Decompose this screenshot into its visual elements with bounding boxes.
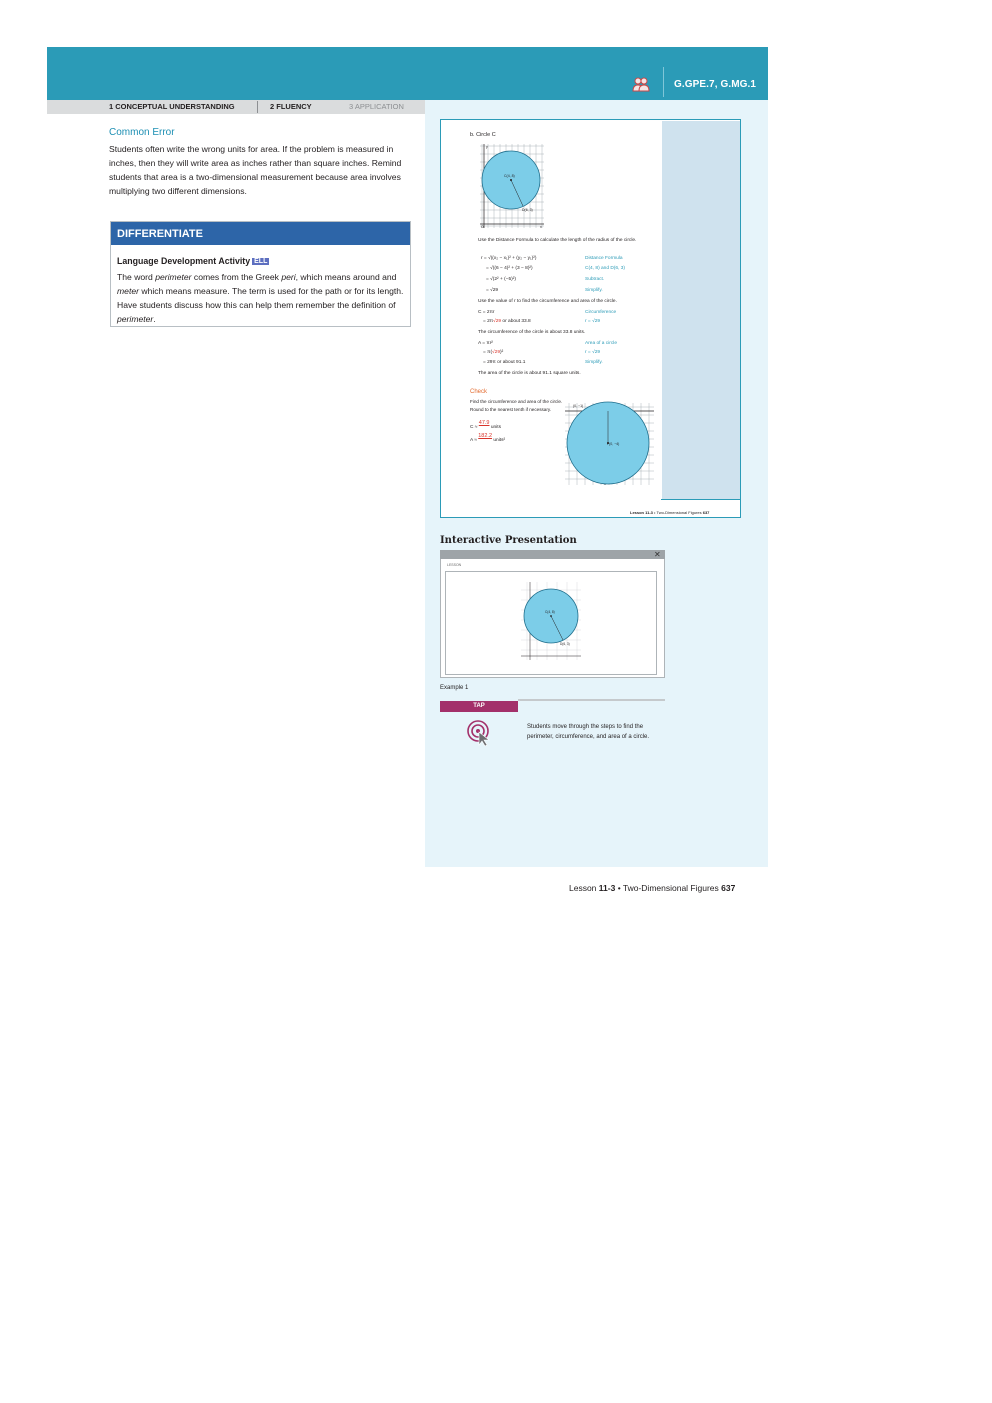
activity-title-text: Language Development Activity bbox=[117, 256, 251, 266]
check-a-label: A ≈ bbox=[470, 438, 477, 443]
area-result: The area of the circle is about 91.1 square units. bbox=[478, 371, 581, 376]
area-step-2-tail: )² bbox=[500, 350, 504, 355]
x-axis-label: x bbox=[540, 225, 542, 229]
tab-application[interactable]: 3 APPLICATION bbox=[349, 102, 404, 111]
point-label: D(6, 3) bbox=[522, 208, 533, 212]
close-icon[interactable]: ✕ bbox=[654, 550, 661, 559]
check-area bbox=[470, 433, 506, 443]
activity-body-part: meter bbox=[117, 286, 139, 296]
circle-c-graph bbox=[478, 142, 545, 230]
check-prompt: Find the circumference and area of the circle. Round to the nearest tenth if necessary. bbox=[470, 399, 563, 412]
area-note-1: Area of a circle bbox=[585, 341, 617, 346]
circ-result: The circumference of the circle is about 33.8 units. bbox=[478, 330, 586, 335]
distance-intro: Use the Distance Formula to calculate the length of the radius of the circle. bbox=[478, 238, 637, 243]
area-step-2 bbox=[483, 350, 503, 355]
check-title: Check bbox=[470, 389, 488, 395]
activity-body-part: The word bbox=[117, 272, 156, 282]
check-c-value: 47.9 bbox=[478, 420, 490, 426]
activity-body-part: perimeter bbox=[117, 314, 154, 324]
check-right-label: F(0, −4) bbox=[607, 442, 620, 446]
presentation-point-label: D(6, 3) bbox=[560, 642, 570, 646]
common-error-body: Students often write the wrong units for area. If the problem is measured in inches, then they will write area as inches rather than square inches. Remind students that area is a two-dimensional measurement because area involves multiplying two different dimensions. bbox=[109, 144, 402, 196]
circ-step-2-expr: = 2π bbox=[483, 319, 494, 324]
header-divider bbox=[663, 67, 664, 97]
student-page-footer: Lesson 11-3 • Two-Dimensional Figures 637 bbox=[630, 510, 710, 515]
tap-badge: TAP bbox=[440, 701, 518, 712]
activity-body-part: which means measure. The term is used for the path or for its length. Have students discuss how this can help them remember the definition of bbox=[117, 286, 404, 310]
radius-note-2: C(4, 8) and D(6, 3) bbox=[585, 266, 625, 271]
circ-note-1: Circumference bbox=[585, 310, 617, 315]
header-band bbox=[47, 47, 768, 100]
example-rule bbox=[518, 699, 665, 701]
activity-body-part: , which means around and bbox=[295, 272, 397, 282]
activity-body-part: comes from the Greek bbox=[191, 272, 282, 282]
page-footer bbox=[569, 883, 735, 893]
circ-step-1: C = 2πr bbox=[478, 310, 495, 315]
circ-step-2 bbox=[483, 319, 531, 324]
student-page-rule bbox=[661, 499, 740, 500]
differentiate-title: DIFFERENTIATE bbox=[117, 228, 203, 240]
check-a-value: 182.2 bbox=[478, 433, 493, 439]
radius-note-1: Distance Formula bbox=[585, 256, 623, 261]
center-label: C(4, 8) bbox=[504, 174, 515, 178]
circ-step-2-red: √29 bbox=[493, 319, 502, 324]
activity-body-part: perimeter bbox=[155, 272, 192, 282]
footer-lesson-title: Two-Dimensional Figures bbox=[622, 883, 719, 893]
area-step-3: = 29π or about 91.1 bbox=[483, 360, 526, 365]
footer-lesson-number: 11-3 bbox=[598, 883, 616, 893]
area-step-1: A = πr² bbox=[478, 341, 493, 346]
activity-body bbox=[117, 270, 407, 326]
circ-step-2-tail: or about 33.8 bbox=[501, 319, 531, 324]
tab-fluency[interactable]: 2 FLUENCY bbox=[270, 102, 312, 111]
people-icon bbox=[632, 76, 650, 92]
sp-footer-lesson: Lesson 11-3 bbox=[630, 510, 653, 515]
presentation-toolbar bbox=[440, 550, 665, 559]
radius-step-3: = √(2² + (−5)²) bbox=[486, 277, 516, 282]
radius-note-3: Subtract. bbox=[585, 277, 605, 282]
tab-conceptual-understanding[interactable]: 1 CONCEPTUAL UNDERSTANDING bbox=[109, 102, 235, 111]
part-label: b. Circle C bbox=[470, 132, 496, 138]
activity-title bbox=[117, 256, 269, 266]
origin-label: O bbox=[481, 225, 484, 229]
area-step-2-expr: = π( bbox=[483, 350, 493, 355]
check-top-label: (0, −1) bbox=[573, 404, 584, 408]
check-c-label: C ≈ bbox=[470, 425, 478, 430]
area-note-2: r = √29 bbox=[585, 350, 601, 355]
footer-separator: • bbox=[615, 883, 623, 893]
check-c-units: units bbox=[490, 425, 501, 430]
sp-footer-page: 637 bbox=[702, 510, 710, 515]
presentation-center-label: C(4, 8) bbox=[545, 610, 555, 614]
presentation-circle-graph bbox=[519, 580, 583, 662]
y-axis-label: y bbox=[486, 145, 488, 149]
area-note-3: Simplify. bbox=[585, 360, 603, 365]
activity-body-part: peri bbox=[281, 272, 296, 282]
radius-note-4: Simplify. bbox=[585, 288, 603, 293]
activity-body-part: . bbox=[153, 314, 156, 324]
check-a-units: units² bbox=[493, 438, 506, 443]
radius-step-4: = √29 bbox=[486, 288, 499, 293]
tab-divider bbox=[257, 101, 258, 113]
tap-description: Students move through the steps to find the perimeter, circumference, and area of a circle. bbox=[527, 724, 650, 740]
use-value-text: Use the value of r to find the circumference and area of the circle. bbox=[478, 299, 617, 304]
student-page-sidebar bbox=[662, 121, 740, 499]
check-circle-graph bbox=[563, 399, 656, 487]
standards-label: G.GPE.7, G.MG.1 bbox=[674, 79, 757, 90]
radius-step-2: = √((6 − 4)² + (3 − 8)²) bbox=[486, 266, 533, 271]
ell-badge: ELL bbox=[254, 258, 268, 265]
interactive-presentation-title: Interactive Presentation bbox=[440, 535, 577, 546]
presentation-screen-label: LESSON bbox=[447, 563, 462, 567]
check-circumference bbox=[470, 420, 501, 430]
common-error-title: Common Error bbox=[109, 127, 175, 138]
footer-page-number: 637 bbox=[721, 883, 736, 893]
circ-note-2: r = √29 bbox=[585, 319, 601, 324]
example-label: Example 1 bbox=[440, 685, 469, 691]
radius-step-1: r = √((x₂ − x₁)² + (y₂ − y₁)²) bbox=[481, 256, 537, 261]
tap-icon bbox=[466, 719, 494, 747]
sp-footer-title: Two-Dimensional Figures bbox=[656, 510, 702, 515]
footer-lesson-prefix: Lesson bbox=[569, 883, 599, 893]
area-step-2-red: √29 bbox=[492, 350, 501, 355]
